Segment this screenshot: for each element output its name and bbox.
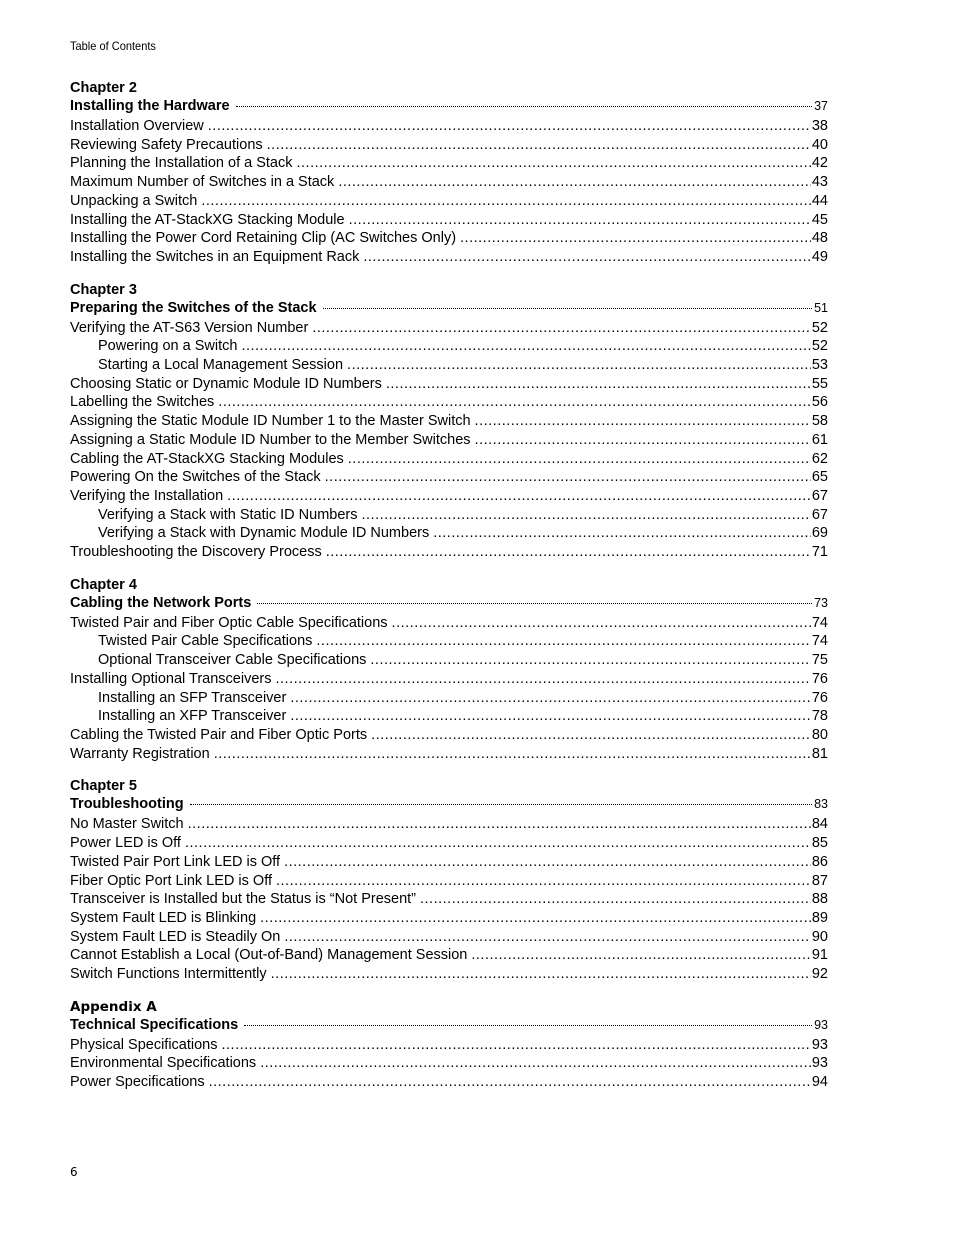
entry-title: Verifying the AT-S63 Version Number: [70, 319, 309, 336]
entry-title: Installing the Power Cord Retaining Clip (AC Switches Only): [70, 230, 457, 247]
entry-title: Cabling the Twisted Pair and Fiber Optic Ports: [70, 726, 368, 743]
toc-entry[interactable]: [70, 946, 828, 965]
chapter-page-number: 83: [814, 797, 828, 812]
dot-leader: [218, 393, 811, 412]
toc-entry[interactable]: [70, 248, 828, 267]
dot-leader: [348, 450, 811, 469]
entry-title: Powering On the Switches of the Stack: [70, 469, 321, 486]
chapter-section: [70, 778, 828, 983]
entry-page-number: 88: [811, 891, 828, 908]
entry-page-number: 62: [811, 450, 828, 467]
entry-page-number: 40: [811, 136, 828, 153]
dot-leader: [386, 375, 811, 394]
dot-leader: [326, 543, 811, 562]
entry-title: Twisted Pair Cable Specifications: [98, 633, 313, 650]
entry-page-number: 52: [811, 319, 828, 336]
entry-page-number: 45: [811, 211, 828, 228]
entry-page-number: 93: [811, 1036, 828, 1053]
entry-title: System Fault LED is Steadily On: [70, 928, 281, 945]
entry-page-number: 55: [811, 375, 828, 392]
entry-page-number: 52: [811, 338, 828, 355]
dot-leader: [260, 1054, 811, 1073]
entry-page-number: 76: [811, 689, 828, 706]
dot-leader: [371, 726, 811, 745]
entry-page-number: 76: [811, 670, 828, 687]
dot-leader: [276, 670, 811, 689]
page-number: 6: [70, 1165, 78, 1179]
chapter-label: Chapter 3: [70, 281, 137, 298]
toc-entry[interactable]: [70, 319, 828, 338]
toc-subentry[interactable]: [70, 651, 828, 670]
chapter-label: Appendix A: [70, 998, 157, 1015]
entry-page-number: 67: [811, 487, 828, 504]
entry-title: Unpacking a Switch: [70, 192, 198, 209]
toc-entry[interactable]: [70, 853, 828, 872]
running-head: Table of Contents: [70, 39, 156, 53]
entry-page-number: 90: [811, 928, 828, 945]
chapter-title-row[interactable]: [70, 97, 828, 115]
entry-page-number: 87: [811, 872, 828, 889]
toc-entry[interactable]: [70, 487, 828, 506]
chapter-page-number: 37: [814, 99, 828, 113]
chapter-title: Technical Specifications: [70, 1016, 239, 1033]
entry-page-number: 42: [811, 155, 828, 172]
entry-page-number: 91: [811, 947, 828, 964]
entry-page-number: 80: [811, 726, 828, 743]
entry-title: Cabling the AT-StackXG Stacking Modules: [70, 450, 344, 467]
chapter-title-row[interactable]: [70, 1016, 828, 1034]
dot-leader: [209, 1073, 811, 1092]
toc-entry[interactable]: [70, 375, 828, 394]
dot-leader: [471, 946, 811, 965]
dot-leader: [323, 307, 813, 309]
dot-leader: [236, 105, 813, 107]
dot-leader: [267, 136, 811, 155]
toc-entry[interactable]: [70, 890, 828, 909]
dot-leader: [460, 229, 811, 248]
dot-leader: [347, 356, 811, 375]
toc-entry[interactable]: [70, 412, 828, 431]
dot-leader: [392, 614, 811, 633]
toc-entry[interactable]: [70, 745, 828, 764]
chapter-title: Cabling the Network Ports: [70, 594, 252, 611]
entry-title: Installing an SFP Transceiver: [98, 689, 287, 706]
chapter-label: Chapter 2: [70, 80, 137, 96]
toc-entry[interactable]: [70, 928, 828, 947]
entry-title: Choosing Static or Dynamic Module ID Numbers: [70, 375, 382, 392]
chapter-label: Chapter 4: [70, 576, 137, 593]
dot-leader: [362, 506, 811, 525]
toc-entry[interactable]: [70, 431, 828, 450]
dot-leader: [370, 651, 810, 670]
dot-leader: [296, 154, 810, 173]
toc-entry[interactable]: [70, 1073, 828, 1092]
entry-page-number: 84: [811, 816, 828, 833]
entry-title: Power LED is Off: [70, 835, 181, 852]
entry-title: Verifying a Stack with Dynamic Module ID Numbers: [98, 525, 430, 542]
toc-entry[interactable]: [70, 614, 828, 633]
dot-leader: [227, 487, 811, 506]
chapter-page-number: 93: [814, 1017, 828, 1032]
dot-leader: [284, 853, 811, 872]
entry-title: Maximum Number of Switches in a Stack: [70, 174, 335, 191]
toc-entry[interactable]: [70, 726, 828, 745]
entry-title: Warranty Registration: [70, 745, 210, 762]
entry-title: Switch Functions Intermittently: [70, 966, 267, 983]
entry-page-number: 69: [811, 525, 828, 542]
chapter-section: [70, 577, 828, 764]
toc-entry[interactable]: [70, 834, 828, 853]
toc-subentry[interactable]: [70, 524, 828, 543]
toc-entry[interactable]: [70, 543, 828, 562]
entry-title: Installing Optional Transceivers: [70, 670, 272, 687]
toc-entry[interactable]: [70, 393, 828, 412]
toc-subentry[interactable]: [70, 337, 828, 356]
dot-leader: [475, 431, 811, 450]
entry-page-number: 86: [811, 853, 828, 870]
entry-title: No Master Switch: [70, 816, 184, 833]
chapter-label: Chapter 5: [70, 778, 137, 795]
entry-page-number: 81: [811, 745, 828, 762]
toc-entry[interactable]: [70, 670, 828, 689]
entry-page-number: 71: [811, 544, 828, 561]
toc-entry[interactable]: [70, 211, 828, 230]
entry-title: Assigning the Static Module ID Number 1 to the Master Switch: [70, 413, 471, 430]
chapter-title-row[interactable]: [70, 795, 828, 813]
table-of-contents: [70, 80, 828, 1107]
toc-entry[interactable]: [70, 229, 828, 248]
entry-page-number: 92: [811, 966, 828, 983]
dot-leader: [260, 909, 811, 928]
entry-page-number: 49: [811, 248, 828, 265]
dot-leader: [284, 928, 811, 947]
toc-subentry[interactable]: [70, 632, 828, 651]
entry-title: Transceiver is Installed but the Status is “Not Present”: [70, 891, 416, 908]
toc-subentry[interactable]: [70, 506, 828, 525]
entry-page-number: 58: [811, 413, 828, 430]
entry-page-number: 61: [811, 431, 828, 448]
dot-leader: [222, 1036, 811, 1055]
dot-leader: [185, 834, 811, 853]
dot-leader: [214, 745, 811, 764]
entry-title: Installing an XFP Transceiver: [98, 708, 287, 725]
chapter-title: Installing the Hardware: [70, 98, 230, 114]
entry-page-number: 94: [811, 1074, 828, 1091]
entry-title: Assigning a Static Module ID Number to the Member Switches: [70, 431, 471, 448]
dot-leader: [271, 965, 811, 984]
entry-page-number: 67: [811, 506, 828, 523]
toc-subentry[interactable]: [70, 707, 828, 726]
entry-title: Optional Transceiver Cable Specifications: [98, 652, 367, 669]
entry-page-number: 53: [811, 357, 828, 374]
chapter-title-row[interactable]: [70, 299, 828, 317]
chapter-page-number: 51: [814, 300, 828, 315]
dot-leader: [316, 632, 810, 651]
dot-leader: [188, 815, 811, 834]
dot-leader: [325, 468, 811, 487]
toc-entry[interactable]: [70, 815, 828, 834]
dot-leader: [241, 337, 810, 356]
entry-title: Planning the Installation of a Stack: [70, 155, 293, 172]
entry-title: Labelling the Switches: [70, 394, 215, 411]
entry-title: Power Specifications: [70, 1074, 205, 1091]
entry-page-number: 93: [811, 1055, 828, 1072]
entry-page-number: 74: [811, 633, 828, 650]
chapter-title: Troubleshooting: [70, 796, 184, 813]
entry-page-number: 74: [811, 614, 828, 631]
toc-entry[interactable]: [70, 1054, 828, 1073]
entry-title: Environmental Specifications: [70, 1055, 257, 1072]
toc-entry[interactable]: [70, 872, 828, 891]
chapter-section: [70, 999, 828, 1092]
dot-leader: [290, 707, 811, 726]
dot-leader: [244, 1024, 812, 1026]
entry-title: Verifying a Stack with Static ID Numbers: [98, 506, 358, 523]
dot-leader: [290, 689, 811, 708]
dot-leader: [475, 412, 811, 431]
entry-title: Installing the Switches in an Equipment Rack: [70, 248, 360, 265]
toc-subentry[interactable]: [70, 689, 828, 708]
entry-page-number: 56: [811, 394, 828, 411]
dot-leader: [433, 524, 811, 543]
dot-leader: [201, 192, 811, 211]
toc-entry[interactable]: [70, 1036, 828, 1055]
chapter-section: [70, 282, 828, 562]
entry-title: Reviewing Safety Precautions: [70, 136, 263, 153]
toc-entry[interactable]: [70, 450, 828, 469]
toc-subentry[interactable]: [70, 356, 828, 375]
chapter-title: Preparing the Switches of the Stack: [70, 299, 317, 316]
entry-title: Cannot Establish a Local (Out-of-Band) Management Session: [70, 947, 468, 964]
toc-entry[interactable]: [70, 117, 828, 136]
entry-title: Twisted Pair Port Link LED is Off: [70, 853, 281, 870]
entry-page-number: 85: [811, 835, 828, 852]
dot-leader: [208, 117, 811, 136]
entry-title: Starting a Local Management Session: [98, 357, 344, 374]
chapter-section: [70, 80, 828, 267]
entry-title: Installation Overview: [70, 118, 204, 134]
dot-leader: [276, 872, 811, 891]
toc-entry[interactable]: [70, 136, 828, 155]
toc-entry[interactable]: [70, 192, 828, 211]
entry-title: Troubleshooting the Discovery Process: [70, 544, 322, 561]
chapter-title-row[interactable]: [70, 594, 828, 612]
entry-title: System Fault LED is Blinking: [70, 909, 257, 926]
toc-entry[interactable]: [70, 173, 828, 192]
entry-page-number: 38: [811, 118, 828, 134]
dot-leader: [420, 890, 811, 909]
toc-entry[interactable]: [70, 154, 828, 173]
entry-title: Installing the AT-StackXG Stacking Module: [70, 211, 345, 228]
entry-title: Powering on a Switch: [98, 338, 238, 355]
dot-leader: [312, 319, 811, 338]
dot-leader: [338, 173, 811, 192]
entry-page-number: 43: [811, 174, 828, 191]
entry-page-number: 89: [811, 909, 828, 926]
entry-page-number: 48: [811, 230, 828, 247]
dot-leader: [363, 248, 811, 267]
dot-leader: [349, 211, 811, 230]
entry-page-number: 44: [811, 192, 828, 209]
entry-title: Twisted Pair and Fiber Optic Cable Specifications: [70, 614, 388, 631]
entry-title: Physical Specifications: [70, 1036, 218, 1053]
toc-entry[interactable]: [70, 909, 828, 928]
dot-leader: [190, 803, 813, 805]
toc-entry[interactable]: [70, 965, 828, 984]
entry-page-number: 75: [811, 652, 828, 669]
toc-entry[interactable]: [70, 468, 828, 487]
entry-title: Fiber Optic Port Link LED is Off: [70, 872, 272, 889]
chapter-page-number: 73: [814, 595, 828, 610]
dot-leader: [257, 602, 812, 604]
entry-page-number: 65: [811, 469, 828, 486]
entry-page-number: 78: [811, 708, 828, 725]
entry-title: Verifying the Installation: [70, 487, 224, 504]
